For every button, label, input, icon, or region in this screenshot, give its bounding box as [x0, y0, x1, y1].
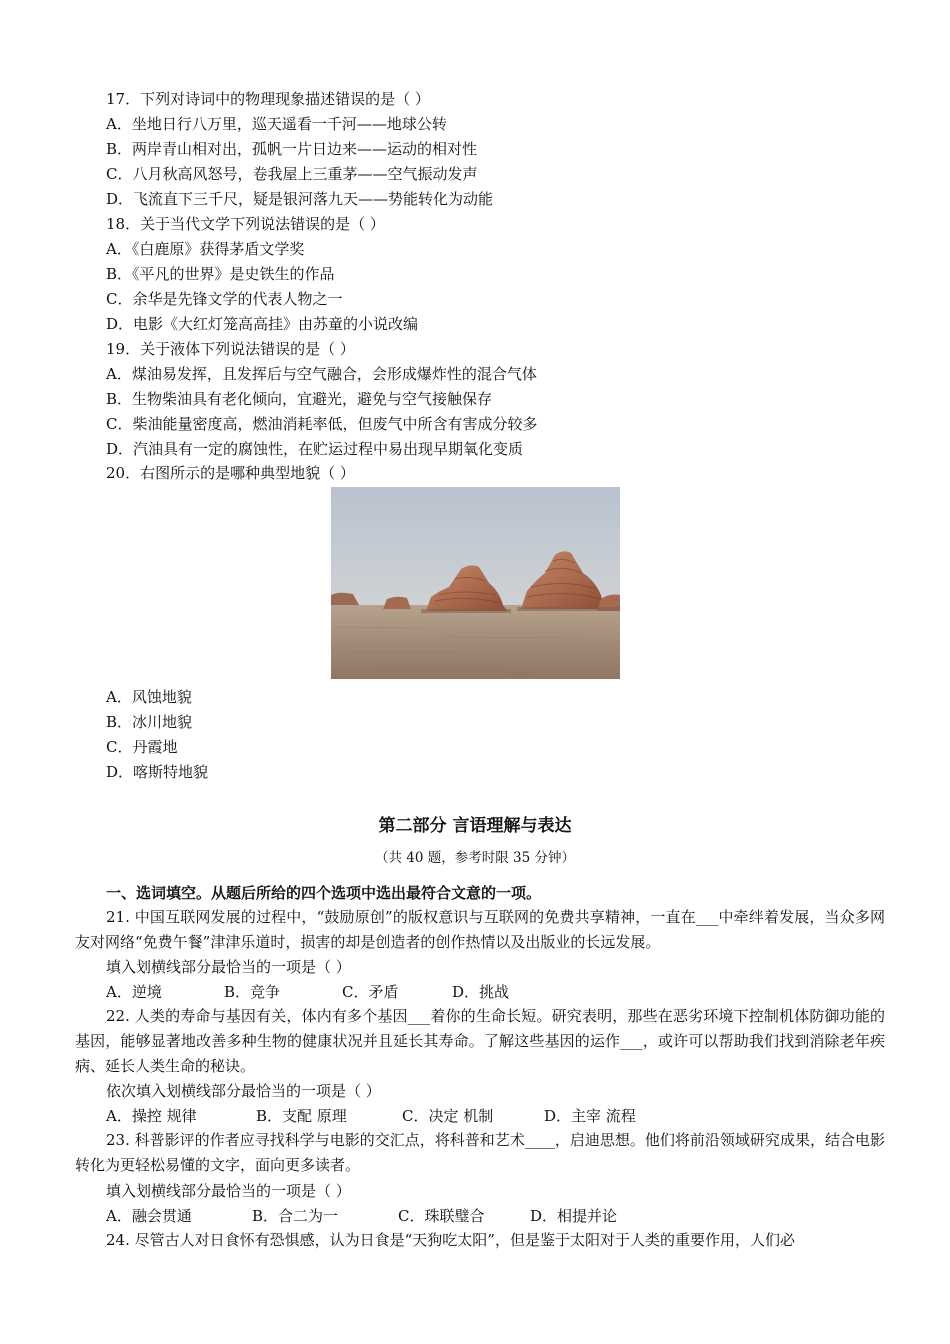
- section-heading: 一、选词填空。从题后所给的四个选项中选出最符合文意的一项。: [106, 884, 542, 902]
- landform-photo: [331, 487, 620, 679]
- q20-option-a: A．风蚀地貌: [106, 688, 192, 706]
- q22-option-d: D．主宰 流程: [544, 1107, 636, 1125]
- q21-prompt: 填入划横线部分最恰当的一项是（ ）: [106, 958, 351, 976]
- q21-option-a: A．逆境: [106, 983, 162, 1001]
- q17-option-a: A．坐地日行八万里，巡天遥看一千河——地球公转: [106, 115, 447, 133]
- q18-option-d: D．电影《大红灯笼高高挂》由苏童的小说改编: [106, 315, 419, 333]
- q22-option-b: B．支配 原理: [256, 1107, 347, 1125]
- q20-option-b: B．冰川地貌: [106, 713, 193, 731]
- q21-options: [106, 981, 509, 1003]
- q17-option-c: C．八月秋高风怒号，卷我屋上三重茅——空气振动发声: [106, 165, 478, 183]
- q23-option-d: D．相提并论: [530, 1207, 618, 1225]
- q22-text: 22. 人类的寿命与基因有关，体内有多个基因___着你的生命长短。研究表明，那些在恶劣环境下控制机体防御功能的基因，能够显著地改善多种生物的健康状况并且延长其寿命。了解这些基因的运作___，或许可以帮助我们找到消除老年疾病、延长人类生命的秘诀。: [75, 1007, 885, 1075]
- q19-option-a: A．煤油易发挥，且发挥后与空气融合，会形成爆炸性的混合气体: [106, 365, 537, 383]
- q17-option-b: B．两岸青山相对出，孤帆一片日边来——运动的相对性: [106, 140, 478, 158]
- q23-text: 23. 科普影评的作者应寻找科学与电影的交汇点，将科普和艺术____，启迪思想。他们将前沿领域研究成果，结合电影转化为更轻松易懂的文字，面向更多读者。: [75, 1131, 885, 1174]
- q21-option-b: B．竞争: [224, 983, 281, 1001]
- q18-option-a: A．《白鹿原》获得茅盾文学奖: [106, 240, 305, 258]
- q20-stem: 20．右图所示的是哪种典型地貌（ ）: [106, 464, 355, 482]
- q17-stem: 17．下列对诗词中的物理现象描述错误的是（ ）: [106, 90, 430, 108]
- q23-option-b: B．合二为一: [252, 1207, 339, 1225]
- q23-options: [106, 1205, 617, 1227]
- q21-option-d: D．挑战: [452, 983, 510, 1001]
- q19-option-b: B．生物柴油具有老化倾向，宜避光，避免与空气接触保存: [106, 390, 493, 408]
- q18-option-c: C．余华是先锋文学的代表人物之一: [106, 290, 343, 308]
- q22-option-a: A．操控 规律: [106, 1107, 197, 1125]
- q23-option-c: C．珠联璧合: [398, 1207, 485, 1225]
- q23-prompt: 填入划横线部分最恰当的一项是（ ）: [106, 1182, 351, 1200]
- desert-yardang-icon: [331, 487, 620, 679]
- q22-options: [106, 1105, 636, 1127]
- q20-option-d: D．喀斯特地貌: [106, 763, 209, 781]
- q19-option-c: C．柴油能量密度高，燃油消耗率低，但废气中所含有害成分较多: [106, 415, 538, 433]
- part2-title: 第二部分 言语理解与表达: [378, 816, 572, 836]
- q21-option-c: C．矛盾: [342, 983, 399, 1001]
- q18-option-b: B．《平凡的世界》是史铁生的作品: [106, 265, 335, 283]
- part2-subtitle: （共 40 题，参考时限 35 分钟）: [374, 850, 576, 866]
- q18-stem: 18．关于当代文学下列说法错误的是（ ）: [106, 215, 385, 233]
- q19-stem: 19．关于液体下列说法错误的是（ ）: [106, 340, 355, 358]
- q17-option-d: D．飞流直下三千尺，疑是银河落九天——势能转化为动能: [106, 190, 494, 208]
- q23-option-a: A．融会贯通: [106, 1207, 192, 1225]
- q19-option-d: D．汽油具有一定的腐蚀性，在贮运过程中易出现早期氧化变质: [106, 440, 524, 458]
- q20-option-c: C．丹霞地: [106, 738, 178, 756]
- q24-text: 24. 尽管古人对日食怀有恐惧感，认为日食是“天狗吃太阳”，但是鉴于太阳对于人类的重要作用，人们必: [106, 1231, 795, 1249]
- q21-text: 21. 中国互联网发展的过程中，“鼓励原创”的版权意识与互联网的免费共享精神，一直在___中牵绊着发展，当众多网友对网络“免费午餐”津津乐道时，损害的却是创造者的创作热情以及出版业的长远发展。: [75, 908, 885, 951]
- q22-option-c: C．决定 机制: [402, 1107, 494, 1125]
- q22-prompt: 依次填入划横线部分最恰当的一项是（ ）: [106, 1082, 381, 1100]
